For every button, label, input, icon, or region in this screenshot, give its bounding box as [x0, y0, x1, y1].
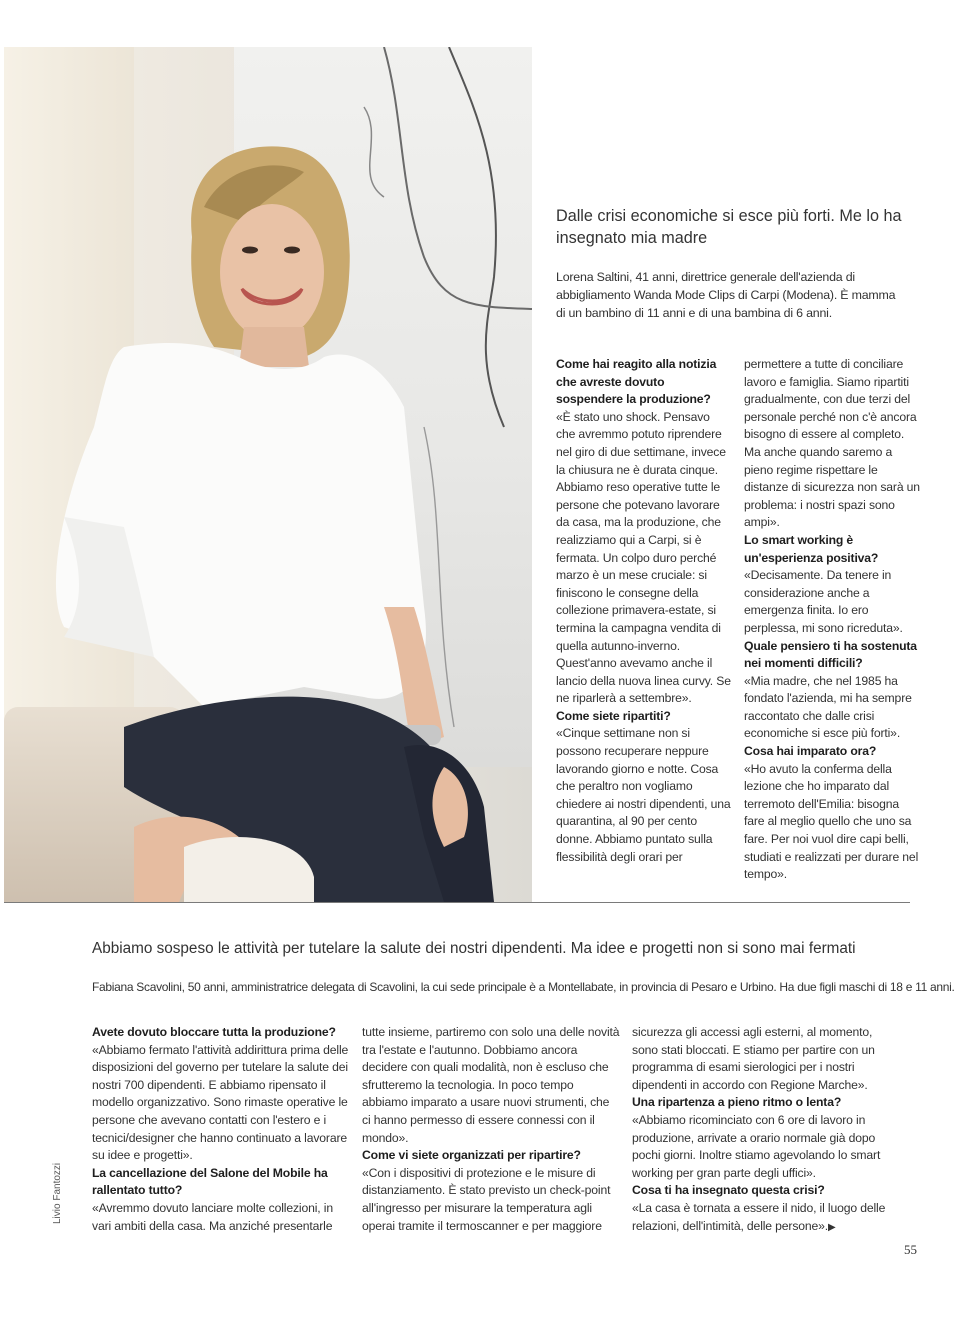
answer-part-1: «Cinque settimane non si possono recuperare neppure lavorando giorno e notte. Cosa che peraltro non vogliamo chiedere ai nostri dipendenti, una quarantina, al 90 per cento donne. Abbiamo puntato sulla flessibilità degli orari per — [556, 726, 731, 864]
question: Lo smart working è un'esperienza positiva? — [744, 532, 879, 565]
answer-continued: tutte insieme, partiremo con solo una delle novità tra l'estate e l'autunno. Dobbiamo ancora decidere con quali modalità, non è escluso che sfrutteremo la tecnologia. In poco tempo abbiamo imparato a usare nuovi strumenti, che ci hanno permesso di essere connessi con il mondo». — [362, 1025, 620, 1145]
portrait-illustration — [4, 47, 532, 902]
answer: «Decisamente. Da tenere in considerazione anche a emergenza finita. Io ero perplessa, mi sono ricreduta». — [744, 568, 903, 635]
question: Cosa hai imparato ora? — [744, 744, 877, 759]
question: La cancellazione del Salone del Mobile ha rallentato tutto? — [92, 1165, 328, 1198]
answer-continued: permettere a tutte di conciliare lavoro e famiglia. Siamo ripartiti gradualmente, con due terzi del personale perché non c'è ancora bisogno di essere al completo. Ma anche quando saremo a pieno regime rispettare le distanze di sicurezza non sarà un problema: i nostri spazi sono ampi». — [744, 357, 920, 530]
question: Come siete ripartiti? — [556, 708, 671, 723]
section1-column-2 — [744, 356, 922, 884]
answer: «Abbiamo ricominciato con 6 ore di lavoro in produzione, arrivate a orario normale già dopo pochi giorni. Inoltre stiamo agevolando lo smart working per gran parte degli uffici». — [632, 1112, 881, 1180]
question: Quale pensiero ti ha sostenuta nei momenti difficili? — [744, 638, 917, 671]
question: Come hai reagito alla notizia che avreste dovuto sospendere la produzione? — [556, 357, 717, 407]
answer: «Mia madre, che nel 1985 ha fondato l'azienda, mi ha sempre raccontato che dalle crisi economiche si esce più forti». — [744, 673, 912, 741]
answer-continued: sicurezza gli accessi agli esterni, al momento, sono stati bloccati. E stiamo per partire con un programma di esami sierologici per i nostri dipendenti in accordo con Regione Marche». — [632, 1025, 875, 1092]
photo-credit: Livio Fantozzi — [52, 1162, 63, 1224]
section2-column-2 — [362, 1024, 620, 1235]
answer-text: «La casa è tornata a essere il nido, il luogo delle relazioni, dell'intimità, delle persone». — [632, 1200, 886, 1233]
answer-part-1: «Con i dispositivi di protezione e le misure di distanziamento. È stato previsto un check-point all'ingresso per misurare la temperatura agli operai tramite il termoscanner e per maggiore — [362, 1165, 611, 1233]
page-number: 55 — [904, 1242, 917, 1257]
question: Come vi siete organizzati per ripartire? — [362, 1148, 581, 1163]
section2-column-1 — [92, 1024, 350, 1235]
answer: «Abbiamo fermato l'attività addirittura prima delle disposizioni del governo per tutelare la salute dei nostri 700 dipendenti. E abbiamo ripensato il modello organizzativo. Sono rimaste operative le persone che avevano contatti con l'estero e i tecnici/designer che hanno continuato a lavorare su idee e progetti». — [92, 1042, 349, 1163]
section2-intro: Fabiana Scavolini, 50 anni, amministratrice delegata di Scavolini, la cui sede principale è a Montellabate, in provincia di Pesaro e Urbino. Ha due figli maschi di 18 e 11 anni. — [92, 980, 955, 994]
section2-headline: Abbiamo sospeso le attività per tutelare la salute dei nostri dipendenti. Ma idee e progetti non si sono mai fermati — [92, 940, 856, 957]
answer: «Ho avuto la conferma della lezione che ho imparato dal terremoto dell'Emilia: bisogna fare al meglio quello che uno sa fare. Per noi vuol dire capi belli, studiati e realizzati per durare nel tempo». — [744, 761, 919, 882]
section2-column-3 — [632, 1024, 890, 1236]
section1-column-1 — [556, 356, 732, 865]
question: Una ripartenza a pieno ritmo o lenta? — [632, 1095, 842, 1110]
question: Avete dovuto bloccare tutta la produzione? — [92, 1025, 336, 1039]
answer: «È stato uno shock. Pensavo che avremmo potuto riprendere nel giro di due settimane, invece la chiusura ne è durata cinque. Abbiamo reso operative tutte le persone che potevano lavorare da casa, ma la produzione, che realizziamo qui a Carpi, si è fermata. Un colpo duro perché marzo è un mese cruciale: si finiscono le consegne della collezione primavera-estate, si termina la campagna vendita di quella autunno-inverno. Quest'anno avevamo anche il lancio della nuova linea curvy. Se ne riparlerà a settembre». — [556, 409, 731, 706]
question: Cosa ti ha insegnato questa crisi? — [632, 1183, 825, 1198]
answer — [632, 1200, 890, 1236]
end-mark-icon: ▶ — [828, 1221, 836, 1233]
portrait-photo — [4, 47, 532, 902]
section1-intro: Lorena Saltini, 41 anni, direttrice generale dell'azienda di abbigliamento Wanda Mode Clips di Carpi (Modena). È mamma di un bambino di 11 anni e di una bambina di 6 anni. — [556, 270, 896, 320]
answer-part-1: «Avremmo dovuto lanciare molte collezioni, in vari ambiti della casa. Ma anziché presentarle — [92, 1200, 333, 1233]
section1-headline: Dalle crisi economiche si esce più forti. Me lo ha insegnato mia madre — [556, 207, 902, 247]
section-divider — [4, 902, 910, 903]
